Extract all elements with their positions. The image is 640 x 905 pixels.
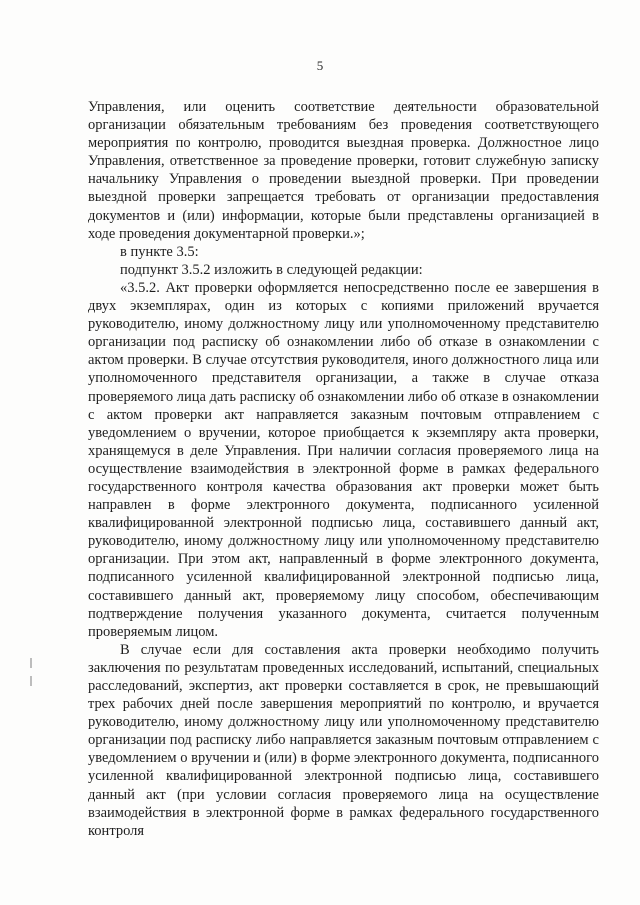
paragraph-subpoint-intro: подпункт 3.5.2 изложить в следующей редакции: bbox=[120, 261, 423, 278]
document-body bbox=[88, 98, 599, 840]
margin-mark bbox=[30, 676, 32, 686]
paragraph-3-5-2: «3.5.2. Акт проверки оформляется непосредственно после ее завершения в двух экземплярах, один из которых с копиями приложений вручается руководителю, иному должностному лицу или уполномоченному представителю организации под расписку об ознакомлении либо об отказе в ознакомлении с актом проверки. В случае отсутствия руководителя, иного должностного лица или уполномоченного представителя организации, а также в случае отказа проверяемого лица дать расписку об ознакомлении либо об отказе в ознакомлении с актом проверки акт направляется заказным почтовым отправлением с уведомлением о вручении, которое приобщается к экземпляру акта проверки, хранящемуся в деле Управления. При наличии согласия проверяемого лица на осуществление взаимодействия в электронной форме в рамках федерального государственного контроля качества образования акт проверки может быть направлен в форме электронного документа, подписанного усиленной квалифицированной электронной подписью лица, составившего данный акт, руководителю, иному должностному лицу или уполномоченному представителю организации. При этом акт, направленный в форме электронного документа, подписанного усиленной квалифицированной электронной подписью лица, составившего данный акт, проверяемому лицу способом, обеспечивающим подтверждение получения указанного документа, считается полученным проверяемым лицом. bbox=[88, 279, 599, 640]
paragraph-point-3-5: в пункте 3.5: bbox=[120, 243, 199, 260]
paragraph-expert-conclusions: В случае если для составления акта проверки необходимо получить заключения по результатам проведенных исследований, испытаний, специальных расследований, экспертиз, акт проверки составляется в срок, не превышающий трех рабочих дней после завершения мероприятий по контролю, и вручается руководителю, иному должностному лицу или уполномоченному представителю организации под расписку либо направляется заказным почтовым отправлением с уведомлением о вручении и (или) в форме электронного документа, подписанного усиленной квалифицированной электронной подписью лица, составившего данный акт (при условии согласия проверяемого лица на осуществление взаимодействия в электронной форме в рамках федерального государственного контроля bbox=[88, 641, 599, 839]
margin-mark bbox=[30, 658, 32, 668]
page-number: 5 bbox=[316, 58, 324, 73]
paragraph-continuation: Управления, или оценить соответствие деятельности образовательной организации обязательным требованиям без проведения соответствующего мероприятия по контролю, проводится выездная проверка. Должностное лицо Управления, ответственное за проведение проверки, готовит служебную записку начальнику Управления о проведении выездной проверки. При проведении выездной проверки запрещается требовать от организации предоставления документов и (или) информации, которые были представлены организацией в ходе проведения документарной проверки.»; bbox=[88, 99, 599, 242]
